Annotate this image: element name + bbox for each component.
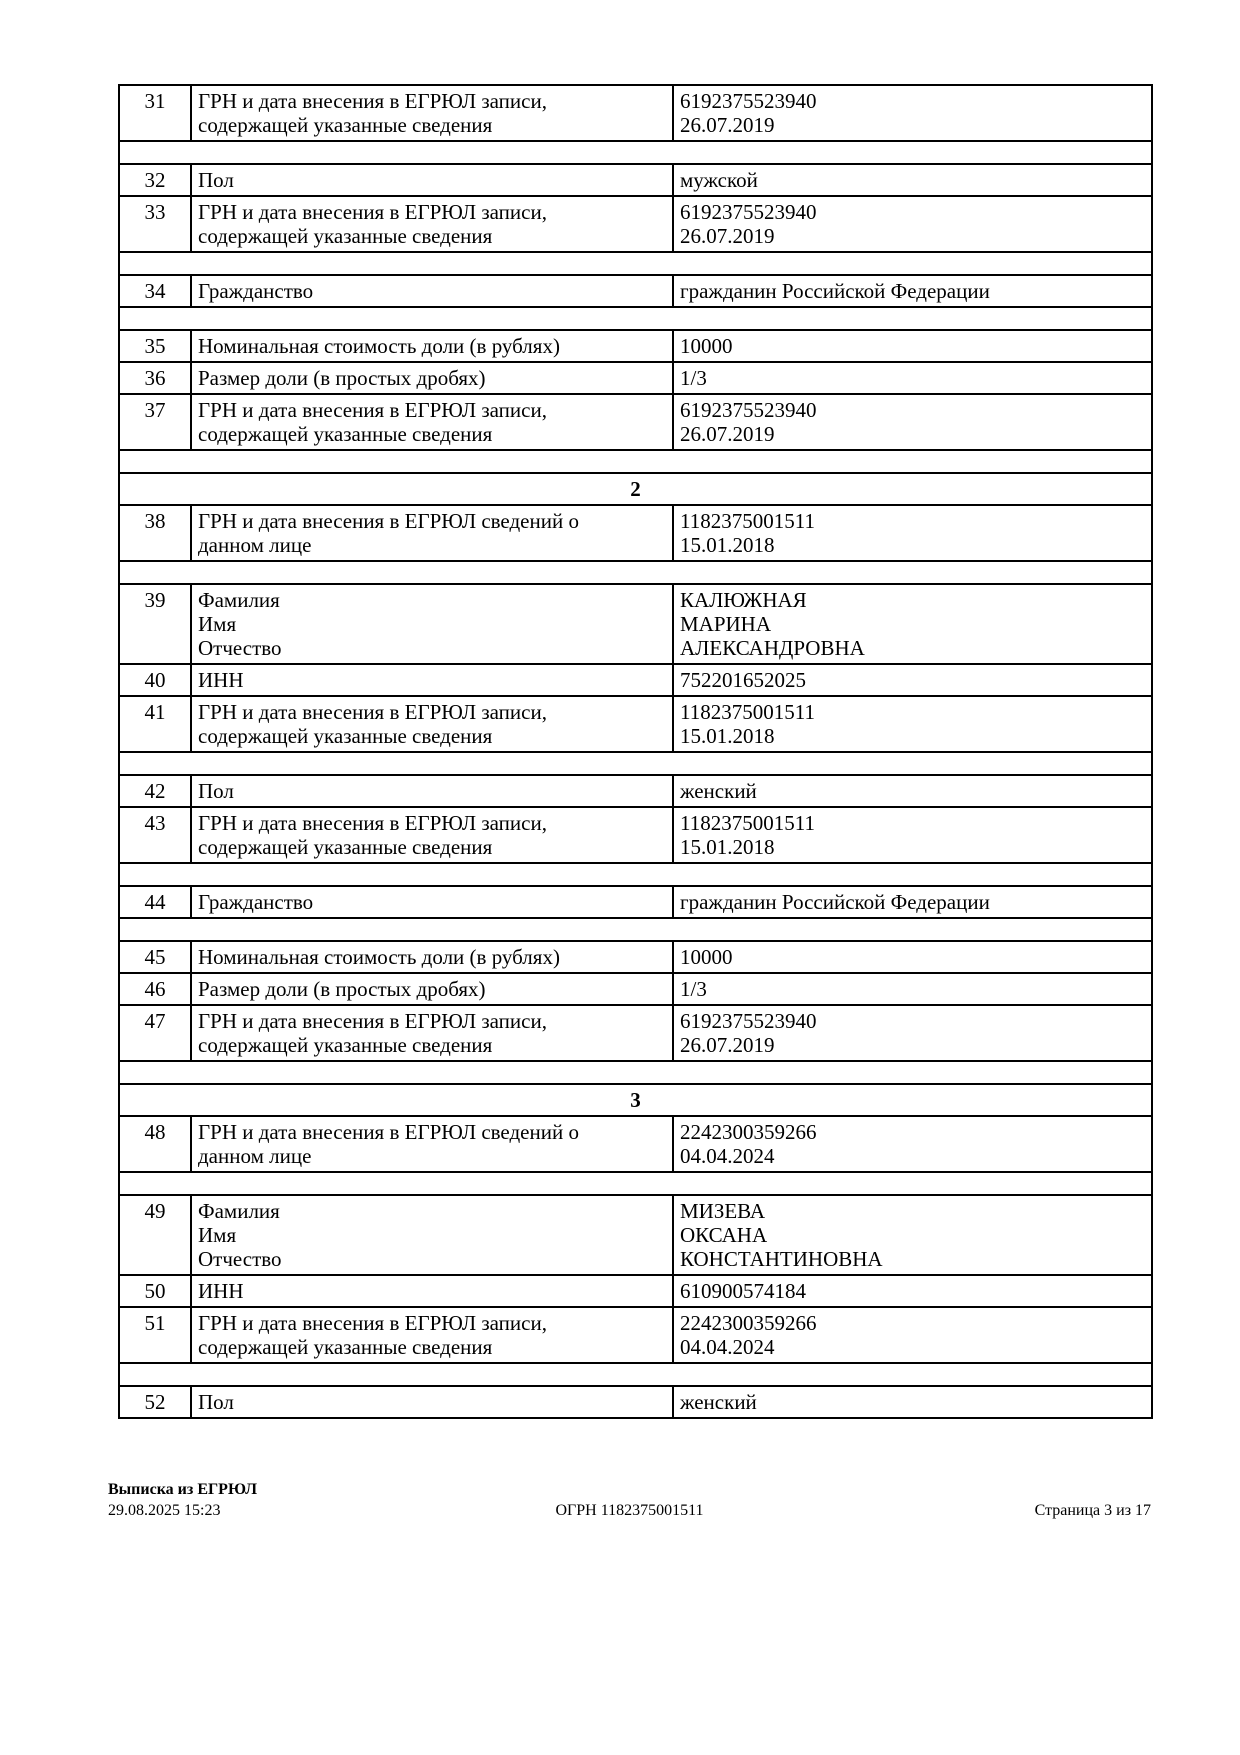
- cell-text-line: Отчество: [198, 1247, 282, 1271]
- spacer-row: [119, 918, 1152, 941]
- row-label-cell: [191, 696, 673, 752]
- row-label-cell: [191, 505, 673, 561]
- row-number-cell: 52: [119, 1386, 191, 1418]
- row-value-cell: [673, 164, 1152, 196]
- table-row: [119, 362, 1152, 394]
- row-number-cell: 42: [119, 775, 191, 807]
- spacer-cell: [119, 307, 1152, 330]
- row-label-cell: [191, 196, 673, 252]
- row-number-cell: 31: [119, 85, 191, 141]
- cell-text-line: содержащей указанные сведения: [198, 422, 493, 446]
- row-label-cell: [191, 1195, 673, 1275]
- cell-text-line: данном лице: [198, 533, 312, 557]
- row-number-cell: 34: [119, 275, 191, 307]
- table-row: [119, 275, 1152, 307]
- cell-text-line: 752201652025: [680, 668, 806, 692]
- spacer-cell: [119, 1061, 1152, 1084]
- table-row: [119, 584, 1152, 664]
- row-number-cell: 44: [119, 886, 191, 918]
- row-value-cell: [673, 362, 1152, 394]
- row-label-cell: [191, 275, 673, 307]
- cell-text-line: содержащей указанные сведения: [198, 1335, 493, 1359]
- row-number-cell: 48: [119, 1116, 191, 1172]
- table-row: [119, 164, 1152, 196]
- row-value-cell: [673, 196, 1152, 252]
- spacer-row: [119, 1363, 1152, 1386]
- cell-text-line: 6192375523940: [680, 89, 817, 113]
- section-header-row: [119, 473, 1152, 505]
- row-number-cell: 49: [119, 1195, 191, 1275]
- row-label-cell: [191, 1275, 673, 1307]
- cell-text-line: 26.07.2019: [680, 224, 775, 248]
- cell-text-line: ГРН и дата внесения в ЕГРЮЛ записи,: [198, 1311, 547, 1335]
- row-value-cell: [673, 1275, 1152, 1307]
- cell-text-line: Пол: [198, 1390, 234, 1414]
- cell-text-line: Отчество: [198, 636, 282, 660]
- row-number-cell: 43: [119, 807, 191, 863]
- row-value-cell: [673, 807, 1152, 863]
- spacer-cell: [119, 252, 1152, 275]
- table-row: [119, 1275, 1152, 1307]
- cell-text-line: гражданин Российской Федерации: [680, 890, 990, 914]
- section-header-row: [119, 1084, 1152, 1116]
- cell-text-line: ГРН и дата внесения в ЕГРЮЛ записи,: [198, 811, 547, 835]
- row-value-cell: [673, 584, 1152, 664]
- row-label-cell: [191, 775, 673, 807]
- cell-text-line: Размер доли (в простых дробях): [198, 366, 486, 390]
- cell-text-line: 15.01.2018: [680, 533, 775, 557]
- row-label-cell: [191, 362, 673, 394]
- row-number-cell: 36: [119, 362, 191, 394]
- egrul-table: [118, 84, 1153, 1419]
- cell-text-line: Пол: [198, 168, 234, 192]
- cell-text-line: содержащей указанные сведения: [198, 1033, 493, 1057]
- cell-text-line: содержащей указанные сведения: [198, 724, 493, 748]
- page-footer: [108, 1479, 1151, 1521]
- cell-text-line: ГРН и дата внесения в ЕГРЮЛ записи,: [198, 1009, 547, 1033]
- cell-text-line: 1182375001511: [680, 509, 815, 533]
- cell-text-line: ИНН: [198, 1279, 244, 1303]
- cell-text-line: Имя: [198, 612, 237, 636]
- spacer-cell: [119, 752, 1152, 775]
- cell-text-line: содержащей указанные сведения: [198, 835, 493, 859]
- spacer-cell: [119, 918, 1152, 941]
- row-value-cell: [673, 775, 1152, 807]
- spacer-row: [119, 450, 1152, 473]
- row-value-cell: [673, 85, 1152, 141]
- cell-text-line: Пол: [198, 779, 234, 803]
- row-number-cell: 41: [119, 696, 191, 752]
- row-value-cell: [673, 505, 1152, 561]
- section-header: 2: [119, 473, 1152, 505]
- row-value-cell: [673, 664, 1152, 696]
- table-row: [119, 941, 1152, 973]
- spacer-cell: [119, 1363, 1152, 1386]
- cell-text-line: 26.07.2019: [680, 113, 775, 137]
- cell-text-line: 10000: [680, 945, 733, 969]
- cell-text-line: ГРН и дата внесения в ЕГРЮЛ записи,: [198, 200, 547, 224]
- row-label-cell: [191, 807, 673, 863]
- row-label-cell: [191, 330, 673, 362]
- row-value-cell: [673, 1307, 1152, 1363]
- cell-text-line: АЛЕКСАНДРОВНА: [680, 636, 865, 660]
- footer-ogrn: ОГРН 1182375001511: [555, 1502, 704, 1519]
- cell-text-line: 04.04.2024: [680, 1335, 775, 1359]
- spacer-row: [119, 252, 1152, 275]
- row-label-cell: [191, 394, 673, 450]
- table-row: [119, 1195, 1152, 1275]
- cell-text-line: Размер доли (в простых дробях): [198, 977, 486, 1001]
- row-label-cell: [191, 164, 673, 196]
- spacer-row: [119, 561, 1152, 584]
- cell-text-line: Имя: [198, 1223, 237, 1247]
- table-row: [119, 394, 1152, 450]
- row-value-cell: [673, 1195, 1152, 1275]
- cell-text-line: женский: [680, 1390, 757, 1414]
- cell-text-line: ГРН и дата внесения в ЕГРЮЛ сведений о: [198, 509, 579, 533]
- row-value-cell: [673, 1005, 1152, 1061]
- row-label-cell: [191, 1116, 673, 1172]
- cell-text-line: Гражданство: [198, 890, 314, 914]
- row-label-cell: [191, 85, 673, 141]
- cell-text-line: Номинальная стоимость доли (в рублях): [198, 945, 560, 969]
- row-number-cell: 37: [119, 394, 191, 450]
- spacer-row: [119, 307, 1152, 330]
- cell-text-line: КОНСТАНТИНОВНА: [680, 1247, 883, 1271]
- table-row: [119, 886, 1152, 918]
- row-value-cell: [673, 1116, 1152, 1172]
- row-label-cell: [191, 664, 673, 696]
- spacer-row: [119, 863, 1152, 886]
- row-number-cell: 39: [119, 584, 191, 664]
- row-number-cell: 46: [119, 973, 191, 1005]
- cell-text-line: женский: [680, 779, 757, 803]
- row-label-cell: [191, 584, 673, 664]
- spacer-row: [119, 141, 1152, 164]
- footer-left-block: [108, 1479, 456, 1521]
- cell-text-line: МАРИНА: [680, 612, 772, 636]
- spacer-cell: [119, 141, 1152, 164]
- cell-text-line: 1/3: [680, 366, 707, 390]
- row-number-cell: 40: [119, 664, 191, 696]
- cell-text-line: Фамилия: [198, 1199, 280, 1223]
- row-value-cell: [673, 941, 1152, 973]
- table-row: [119, 1307, 1152, 1363]
- cell-text-line: Фамилия: [198, 588, 280, 612]
- cell-text-line: 6192375523940: [680, 200, 817, 224]
- cell-text-line: ГРН и дата внесения в ЕГРЮЛ записи,: [198, 700, 547, 724]
- cell-text-line: 6192375523940: [680, 398, 817, 422]
- row-label-cell: [191, 973, 673, 1005]
- row-value-cell: [673, 696, 1152, 752]
- spacer-row: [119, 752, 1152, 775]
- row-number-cell: 32: [119, 164, 191, 196]
- row-value-cell: [673, 394, 1152, 450]
- row-label-cell: [191, 1005, 673, 1061]
- cell-text-line: 610900574184: [680, 1279, 806, 1303]
- row-number-cell: 33: [119, 196, 191, 252]
- table-body: [119, 85, 1152, 1418]
- cell-text-line: ГРН и дата внесения в ЕГРЮЛ сведений о: [198, 1120, 579, 1144]
- cell-text-line: содержащей указанные сведения: [198, 224, 493, 248]
- cell-text-line: 15.01.2018: [680, 835, 775, 859]
- cell-text-line: ГРН и дата внесения в ЕГРЮЛ записи,: [198, 398, 547, 422]
- table-row: [119, 330, 1152, 362]
- cell-text-line: 26.07.2019: [680, 422, 775, 446]
- row-number-cell: 50: [119, 1275, 191, 1307]
- row-number-cell: 45: [119, 941, 191, 973]
- footer-page-number: Страница 3 из 17: [1034, 1502, 1152, 1519]
- cell-text-line: МИЗЕВА: [680, 1199, 766, 1223]
- section-header: 3: [119, 1084, 1152, 1116]
- spacer-cell: [119, 863, 1152, 886]
- row-number-cell: 35: [119, 330, 191, 362]
- cell-text-line: данном лице: [198, 1144, 312, 1168]
- row-value-cell: [673, 330, 1152, 362]
- cell-text-line: 15.01.2018: [680, 724, 775, 748]
- table-row: [119, 1116, 1152, 1172]
- cell-text-line: 1/3: [680, 977, 707, 1001]
- table-row: [119, 973, 1152, 1005]
- row-value-cell: [673, 275, 1152, 307]
- row-label-cell: [191, 886, 673, 918]
- cell-text-line: 2242300359266: [680, 1311, 817, 1335]
- table-row: [119, 664, 1152, 696]
- cell-text-line: 10000: [680, 334, 733, 358]
- table-row: [119, 85, 1152, 141]
- spacer-row: [119, 1061, 1152, 1084]
- table-row: [119, 505, 1152, 561]
- spacer-cell: [119, 1172, 1152, 1195]
- row-value-cell: [673, 1386, 1152, 1418]
- cell-text-line: ГРН и дата внесения в ЕГРЮЛ записи,: [198, 89, 547, 113]
- cell-text-line: КАЛЮЖНАЯ: [680, 588, 807, 612]
- cell-text-line: 2242300359266: [680, 1120, 817, 1144]
- footer-doc-title: Выписка из ЕГРЮЛ: [108, 1481, 258, 1498]
- cell-text-line: содержащей указанные сведения: [198, 113, 493, 137]
- row-value-cell: [673, 886, 1152, 918]
- cell-text-line: Гражданство: [198, 279, 314, 303]
- cell-text-line: 1182375001511: [680, 700, 815, 724]
- spacer-cell: [119, 450, 1152, 473]
- row-number-cell: 38: [119, 505, 191, 561]
- spacer-cell: [119, 561, 1152, 584]
- table-row: [119, 696, 1152, 752]
- table-row: [119, 1005, 1152, 1061]
- cell-text-line: ИНН: [198, 668, 244, 692]
- cell-text-line: 04.04.2024: [680, 1144, 775, 1168]
- spacer-row: [119, 1172, 1152, 1195]
- cell-text-line: 26.07.2019: [680, 1033, 775, 1057]
- cell-text-line: мужской: [680, 168, 758, 192]
- table-row: [119, 775, 1152, 807]
- row-label-cell: [191, 941, 673, 973]
- row-number-cell: 47: [119, 1005, 191, 1061]
- row-number-cell: 51: [119, 1307, 191, 1363]
- table-row: [119, 807, 1152, 863]
- cell-text-line: гражданин Российской Федерации: [680, 279, 990, 303]
- cell-text-line: Номинальная стоимость доли (в рублях): [198, 334, 560, 358]
- table-row: [119, 196, 1152, 252]
- footer-datetime: 29.08.2025 15:23: [108, 1502, 221, 1519]
- cell-text-line: 1182375001511: [680, 811, 815, 835]
- cell-text-line: ОКСАНА: [680, 1223, 768, 1247]
- table-row: [119, 1386, 1152, 1418]
- cell-text-line: 6192375523940: [680, 1009, 817, 1033]
- row-label-cell: [191, 1386, 673, 1418]
- row-value-cell: [673, 973, 1152, 1005]
- row-label-cell: [191, 1307, 673, 1363]
